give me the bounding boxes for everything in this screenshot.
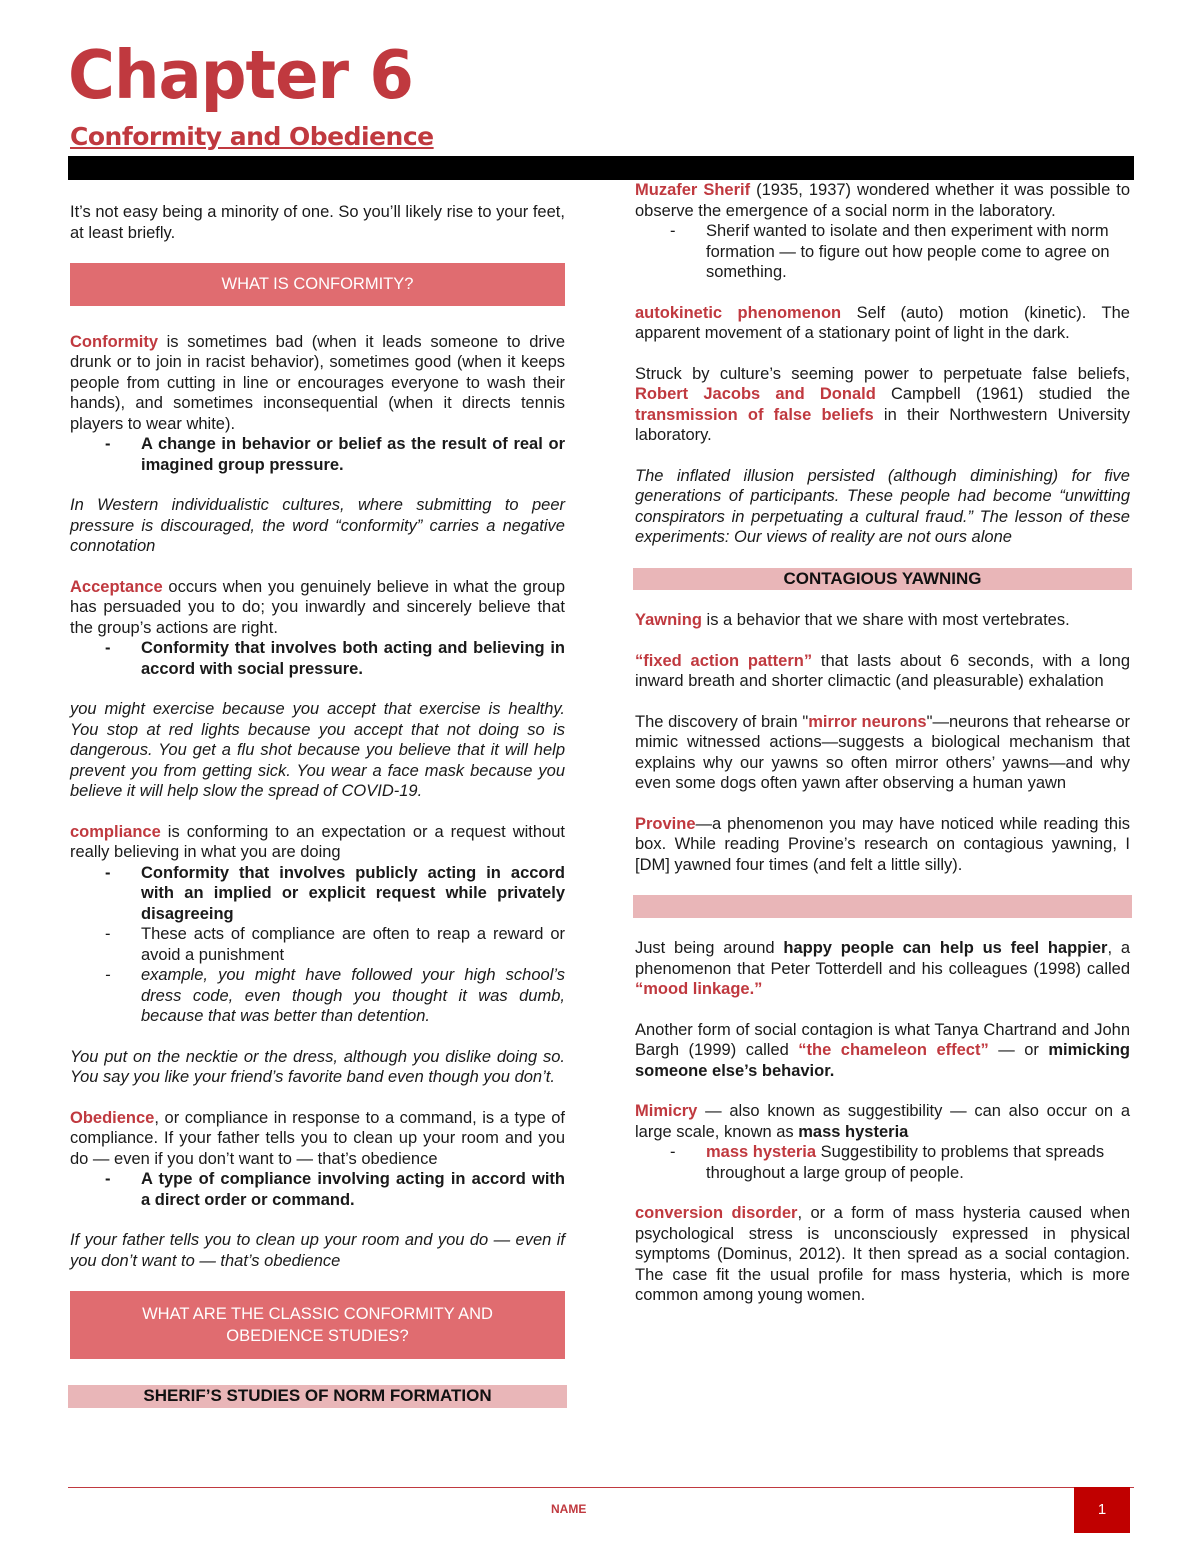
chameleon-paragraph <box>635 1020 1130 1082</box>
chapter-title: Chapter 6 <box>68 37 413 115</box>
compliance-definition: - Conformity that involves publicly acting in accord with an implied or explicit request while privately disagreeing <box>70 863 565 925</box>
term-provine: Provine <box>635 814 696 833</box>
acceptance-example: you might exercise because you accept that exercise is healthy. You stop at red lights because you accept that not doing so is dangerous. You get a flu shot because you believe that it will help prevent you from getting sick. You wear a face mask because you believe it will help slow the spread of COVID-19. <box>70 700 565 800</box>
chapter-subtitle: Conformity and Obedience <box>70 122 434 151</box>
compliance-list <box>70 863 565 1027</box>
sherif-text: (1935, 1937) wondered whether it was possible to observe the emergence of a social norm in the laboratory. <box>635 181 1130 220</box>
chameleon-pre: Another form of social contagion is what Tanya Chartrand and John Bargh (1999) called <box>635 1020 1130 1059</box>
provine-paragraph <box>635 814 1130 876</box>
section-heading-classic-studies: WHAT ARE THE CLASSIC CONFORMITY AND OBEDIENCE STUDIES? <box>70 1291 565 1359</box>
section-heading-empty <box>633 895 1132 918</box>
compliance-bullet-example: - example, you might have followed your high school’s dress code, even though you thought it was dumb, because that was better than detention. <box>70 965 565 1027</box>
yawning-text: is a behavior that we share with most vertebrates. <box>701 611 1070 629</box>
conformity-definition-list <box>70 434 565 475</box>
section-heading-conformity: WHAT IS CONFORMITY? <box>70 263 565 306</box>
mimicry-bold: mass hysteria <box>798 1122 909 1141</box>
conformity-definition: - A change in behavior or belief as the result of real or imagined group pressure. <box>70 434 565 475</box>
mass-hysteria-bullet <box>635 1142 1130 1183</box>
compliance-example: You put on the necktie or the dress, although you dislike doing so. You say you like your friend’s favorite band even though you don’t. <box>70 1047 565 1086</box>
right-column <box>635 180 1130 1326</box>
sherif-list <box>635 221 1130 283</box>
jacobs-pre: Struck by culture’s seeming power to perpetuate false beliefs, <box>635 364 1130 383</box>
term-acceptance: Acceptance <box>70 577 163 596</box>
obedience-paragraph <box>70 1108 565 1170</box>
mimicry-text: — also known as suggestibility — can also occur on a large scale, known as <box>635 1102 1130 1141</box>
happy-bold: happy people can help us feel happier <box>783 939 1108 957</box>
term-mirror-neurons: mirror neurons <box>808 712 927 731</box>
autokinetic-text: Self (auto) motion (kinetic). The apparent movement of a stationary point of light in the dark. <box>635 303 1130 342</box>
conformity-paragraph <box>70 332 565 435</box>
section-heading-yawning: CONTAGIOUS YAWNING <box>633 568 1132 591</box>
term-yawning: Yawning <box>635 611 702 629</box>
compliance-text: is conforming to an expectation or a request without really believing in what you are doing <box>70 822 565 861</box>
chameleon-bold: mimicking someone else’s behavior. <box>635 1041 1130 1080</box>
happy-mid: , a phenomenon that Peter Totterdell and his colleagues (1998) called <box>635 939 1130 978</box>
acceptance-definition: - Conformity that involves both acting and believing in accord with social pressure. <box>70 638 565 679</box>
obedience-definition: - A type of compliance involving acting in accord with a direct order or command. <box>70 1169 565 1210</box>
jacobs-mid: Campbell (1961) studied the <box>875 385 1131 403</box>
term-mimicry: Mimicry <box>635 1102 698 1120</box>
illusion-note: The inflated illusion persisted (although diminishing) for five generations of participants. These people had become “unwitting conspirators in perpetuating a cultural fraud.” The lesson of these experiments: Our views of reality are not ours alone <box>635 466 1130 546</box>
term-mass-hysteria: mass hysteria <box>706 1143 817 1161</box>
term-obedience: Obedience <box>70 1108 155 1127</box>
term-conversion-disorder: conversion disorder <box>635 1204 798 1222</box>
term-false-beliefs: transmission of false beliefs <box>635 405 874 424</box>
happy-paragraph <box>635 938 1130 1000</box>
obedience-example: If your father tells you to clean up your room and you do — even if you don’t want to — that’s obedience <box>70 1231 565 1270</box>
term-fixed-action: “fixed action pattern” <box>635 651 813 670</box>
jacobs-paragraph <box>635 364 1130 446</box>
term-jacobs-campbell: Robert Jacobs and Donald <box>635 385 876 403</box>
acceptance-text: occurs when you genuinely believe in what the group has persuaded you to do; you inwardly and sincerely believe that the group’s actions are right. <box>70 577 565 637</box>
conformity-text: is sometimes bad (when it leads someone to drive drunk or to join in racist behavior), sometimes good (when it keeps people from cutting in line or encourages everyone to wash their hands), and sometimes inconsequential (when it directs tennis players to wear white). <box>70 332 565 433</box>
left-column <box>70 180 565 1428</box>
term-mood-linkage: “mood linkage.” <box>635 980 763 998</box>
provine-text: —a phenomenon you may have noticed while reading this box. While reading Provine’s research on contagious yawning, I [DM] yawned four times (and felt a little silly). <box>635 814 1130 874</box>
western-note: In Western individualistic cultures, where submitting to peer pressure is discouraged, the word “conformity” carries a negative connotation <box>70 496 565 555</box>
obedience-text: , or compliance in response to a command, is a type of compliance. If your father tells you to clean up your room and you do — even if you don’t want to — that’s obedience <box>70 1108 565 1168</box>
term-autokinetic: autokinetic phenomenon <box>635 303 842 322</box>
intro-paragraph: It’s not easy being a minority of one. So you’ll likely rise to your feet, at least briefly. <box>70 203 565 242</box>
mimicry-list <box>635 1142 1130 1183</box>
footer-divider <box>68 1487 1134 1488</box>
term-muzafer-sherif: Muzafer Sherif <box>635 181 751 199</box>
fixed-action-paragraph <box>635 651 1130 692</box>
acceptance-definition-list <box>70 638 565 679</box>
term-chameleon-effect: “the chameleon effect” <box>798 1041 989 1059</box>
autokinetic-paragraph <box>635 303 1130 344</box>
term-compliance: compliance <box>70 822 161 841</box>
mirror-pre: The discovery of brain " <box>635 712 809 731</box>
term-conformity: Conformity <box>70 332 158 351</box>
chameleon-mid: — or <box>988 1041 1049 1059</box>
jacobs-post: in their Northwestern University laboratory. <box>635 405 1130 444</box>
mass-hysteria-text: Suggestibility to problems that spreads throughout a large group of people. <box>706 1143 1105 1182</box>
mirror-paragraph <box>635 712 1130 794</box>
sherif-bullet: - Sherif wanted to isolate and then experiment with norm formation — to figure out how people come to agree on something. <box>635 221 1130 283</box>
footer-name-label: NAME <box>551 1502 587 1516</box>
compliance-bullet-reward: - These acts of compliance are often to reap a reward or avoid a punishment <box>70 924 565 965</box>
page-number: 1 <box>1074 1487 1130 1533</box>
mirror-post: "—neurons that rehearse or mimic witnessed actions—suggests a biological mechanism that explains why our yawns so often mirror others’ yawns—and why even some dogs often yawn after observing a human yawn <box>635 712 1130 792</box>
yawning-paragraph <box>635 610 1130 631</box>
sherif-paragraph <box>635 180 1130 221</box>
happy-pre: Just being around <box>635 939 784 957</box>
fixed-action-text: that lasts about 6 seconds, with a long inward breath and shorter climactic (and pleasurable) exhalation <box>635 651 1130 690</box>
section-heading-sherif: SHERIF’S STUDIES OF NORM FORMATION <box>68 1385 567 1408</box>
header-divider-bar <box>68 156 1134 180</box>
acceptance-paragraph <box>70 577 565 639</box>
mimicry-paragraph <box>635 1101 1130 1142</box>
conversion-text: , or a form of mass hysteria caused when psychological stress is unconsciously expressed in physical symptoms (Dominus, 2012). It then spread as a social contagion. The case fit the usual profile for mass hysteria, which is more common among young women. <box>635 1204 1130 1304</box>
obedience-definition-list <box>70 1169 565 1210</box>
conversion-paragraph <box>635 1203 1130 1306</box>
compliance-paragraph <box>70 822 565 863</box>
